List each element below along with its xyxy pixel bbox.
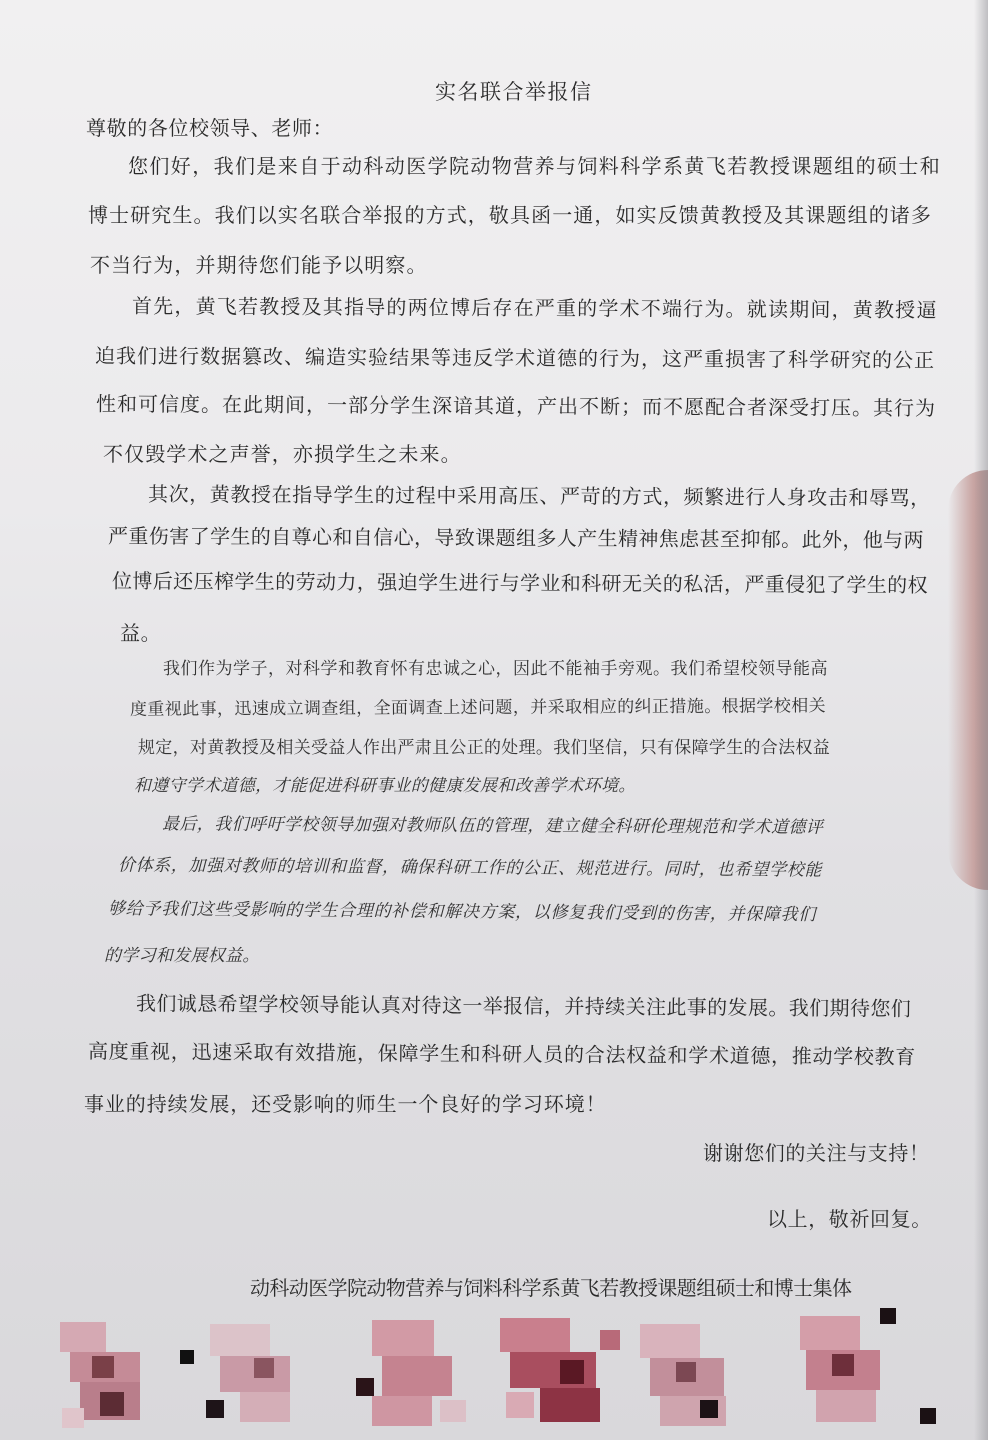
paragraph-5-line-2: 价体系，加强对教师的培训和监督，确保科研工作的公正、规范进行。同时，也希望学校能 (117, 855, 823, 881)
paragraph-6-line-3: 事业的持续发展，还受影响的师生一个良好的学习环境！ (84, 1092, 607, 1116)
paragraph-1-line-1: 您们好，我们是来自于动科动医学院动物营养与饲料科学系黄飞若教授课题组的硕士和 (128, 154, 942, 178)
salutation: 尊敬的各位校领导、老师： (86, 116, 334, 140)
paragraph-3-line-2: 严重伤害了学生的自尊心和自信心，导致课题组多人产生精神焦虑甚至抑郁。此外，他与两 (107, 523, 925, 553)
paragraph-2-line-2: 迫我们进行数据篡改、编造实验结果等违反学术道德的行为，这严重损害了科学研究的公正 (94, 343, 936, 373)
paragraph-1-line-3: 不当行为，并期待您们能予以明察。 (90, 253, 428, 277)
paragraph-5-line-3: 够给予我们这些受影响的学生合理的补偿和解决方案，以修复我们受到的伤害，并保障我们 (107, 898, 817, 926)
signature-block-3 (356, 1320, 466, 1426)
letter-title: 实名联合举报信 (435, 80, 593, 104)
paragraph-3-line-1: 其次，黄教授在指导学生的过程中采用高压、严苛的方式，频繁进行人身攻击和辱骂， (147, 481, 931, 511)
paragraph-5-line-1: 最后，我们呼吁学校领导加强对教师队伍的管理，建立健全科研伦理规范和学术道德评 (161, 814, 824, 838)
paragraph-3-line-3: 位博后还压榨学生的劳动力，强迫学生进行与学业和科研无关的私活，严重侵犯了学生的权 (111, 568, 929, 598)
signature-block-4 (500, 1318, 620, 1422)
paragraph-2-line-3: 性和可信度。在此期间，一部分学生深谙其道，产出不断；而不愿配合者深受打压。其行为 (95, 391, 937, 421)
thanks-line: 谢谢您们的关注与支持！ (703, 1141, 930, 1165)
paragraph-4-line-1: 我们作为学子，对科学和教育怀有忠诚之心，因此不能袖手旁观。我们希望校领导能高 (163, 659, 828, 679)
closing-line: 以上，敬祈回复。 (767, 1207, 932, 1231)
paragraph-4-line-2: 度重视此事，迅速成立调查组，全面调查上述问题，并采取相应的纠正措施。根据学校相关 (129, 696, 827, 720)
signature-block-2 (180, 1324, 290, 1422)
signature-block-5 (640, 1324, 726, 1426)
redacted-signatures (0, 1300, 988, 1440)
signature-line: 动科动医学院动物营养与饲料科学系黄飞若教授课题组硕士和博士集体 (250, 1276, 852, 1300)
signature-block-1 (60, 1322, 140, 1428)
paragraph-6-line-2: 高度重视，迅速采取有效措施，保障学生和科研人员的合法权益和学术道德，推动学校教育 (87, 1039, 917, 1069)
paragraph-4-line-4: 和遵守学术道德，才能促进科研事业的健康发展和改善学术环境。 (134, 776, 636, 796)
paragraph-6-line-1: 我们诚恳希望学校领导能认真对待这一举报信，并持续关注此事的发展。我们期待您们 (135, 991, 912, 1021)
paragraph-2-line-1: 首先，黄飞若教授及其指导的两位博后存在严重的学术不端行为。就读期间，黄教授逼 (131, 293, 938, 323)
paragraph-1-line-2: 博士研究生。我们以实名联合举报的方式，敬具函一通，如实反馈黄教授及其课题组的诸多 (88, 203, 932, 227)
paragraph-5-line-4: 的学习和发展权益。 (104, 946, 260, 966)
paragraph-2-line-4: 不仅毁学术之声誉，亦损学生之未来。 (103, 442, 462, 466)
paragraph-3-line-4: 益。 (120, 621, 162, 645)
paragraph-4-line-3: 规定，对黄教授及相关受益人作出严肃且公正的处理。我们坚信，只有保障学生的合法权益 (138, 738, 830, 758)
signature-block-6 (800, 1308, 936, 1424)
